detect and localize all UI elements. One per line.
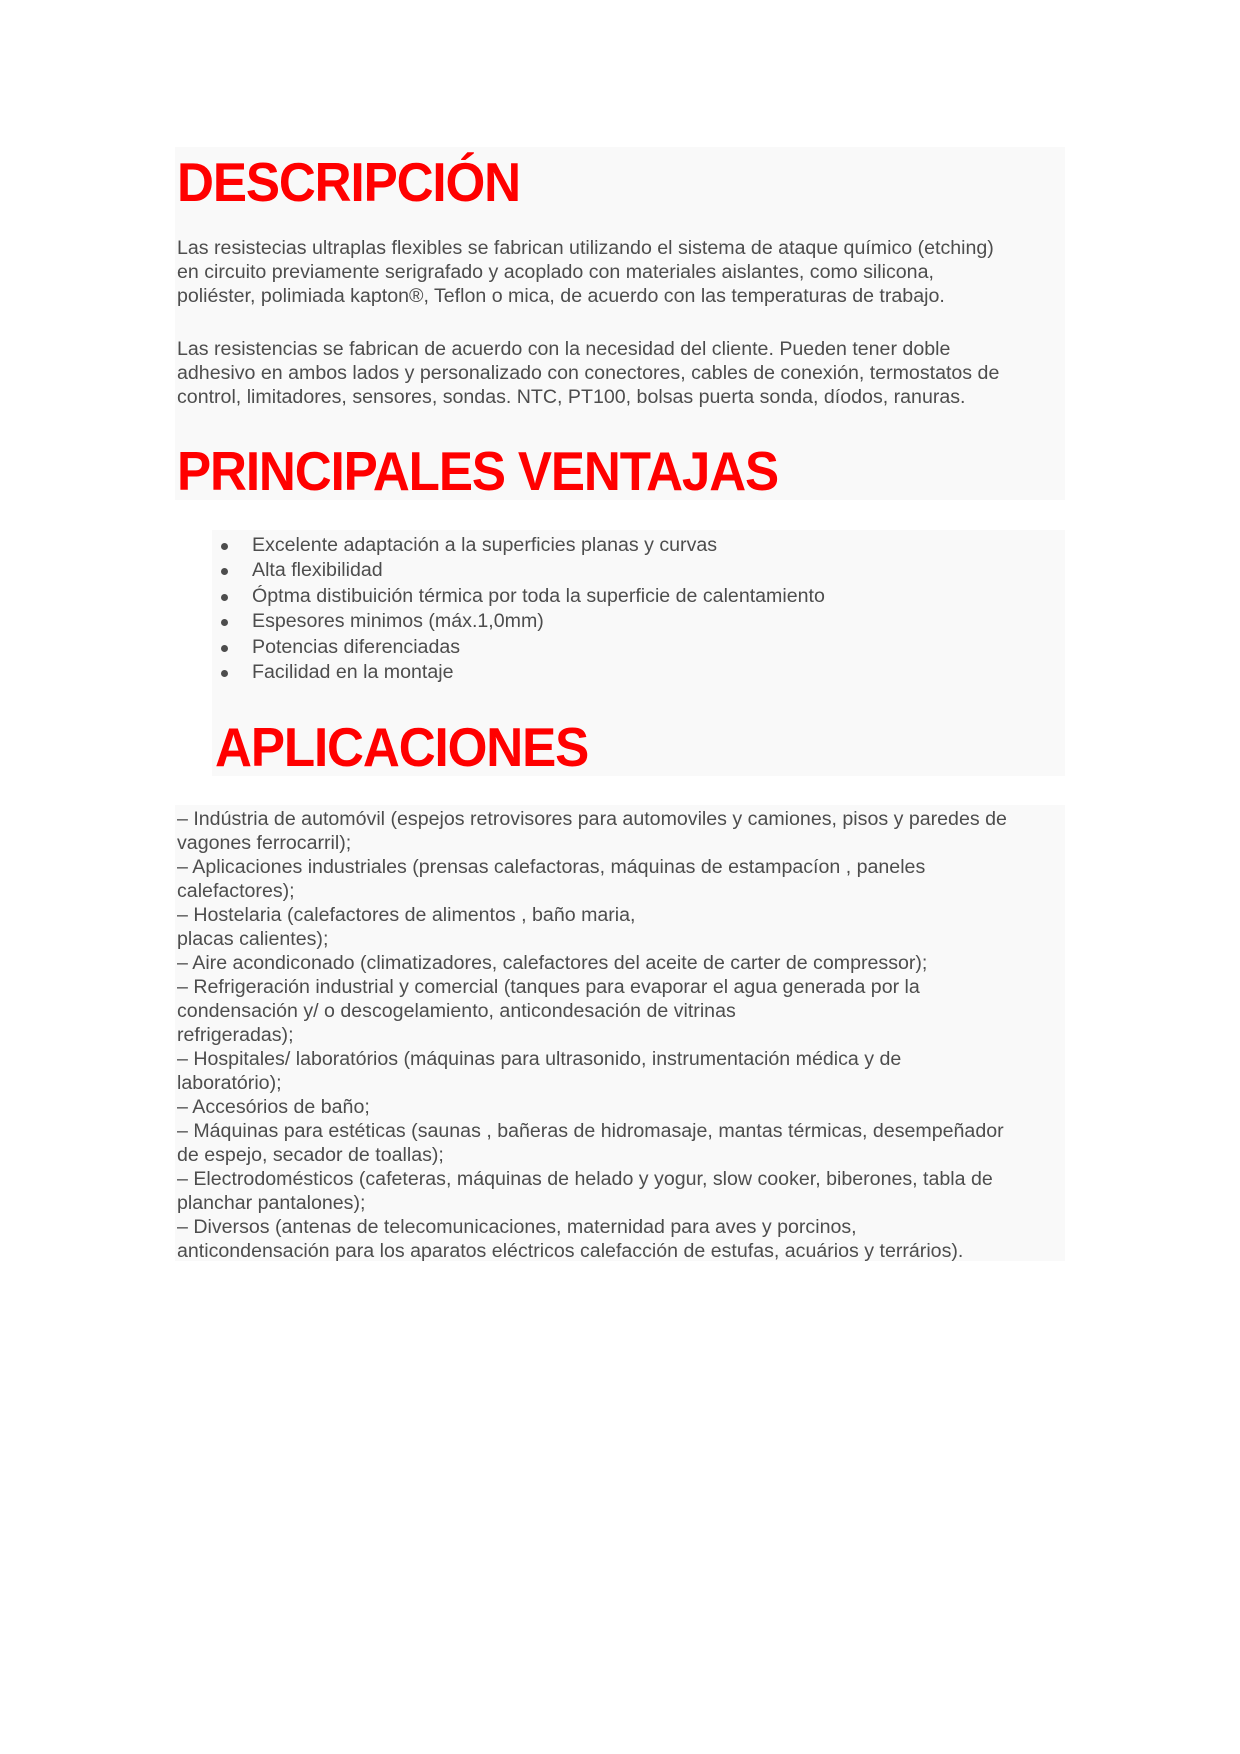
descripcion-heading: DESCRIPCIÓN [177,151,520,213]
text-line: placas calientes); [177,928,329,950]
text-line: – Máquinas para estéticas (saunas , bañeras de hidromasaje, mantas térmicas, desempeñador [177,1120,1004,1142]
text-line: – Hospitales/ laboratórios (máquinas para ultrasonido, instrumentación médica y de [177,1048,902,1070]
text-line: anticondensación para los aparatos eléctricos calefacción de estufas, acuários y terrários). [177,1240,964,1262]
text-line: control, limitadores, sensores, sondas. NTC, PT100, bolsas puerta sonda, díodos, ranuras. [177,386,966,408]
list-item [212,558,825,583]
text-line: laboratório); [177,1072,282,1094]
text-line: calefactores); [177,880,295,902]
aplicaciones-heading: APLICACIONES [215,716,589,778]
list-item [212,584,825,609]
ventajas-heading: PRINCIPALES VENTAJAS [177,440,779,502]
list-item-label: Potencias diferenciadas [252,635,461,658]
bullet-icon [221,594,228,601]
ventajas-list [212,533,825,685]
list-item [212,533,825,558]
list-item-label: Espesores minimos (máx.1,0mm) [252,610,544,633]
text-line: Las resistecias ultraplas flexibles se fabrican utilizando el sistema de ataque químico (etching) [177,237,994,259]
text-line: poliéster, polimiada kapton®, Teflon o mica, de acuerdo con las temperaturas de trabajo. [177,285,945,307]
list-item [212,609,825,634]
text-line: – Hostelaria (calefactores de alimentos , baño maria, [177,904,636,926]
descripcion-paragraph-1 [177,236,994,308]
bullet-icon [221,568,228,575]
bullet-icon [221,645,228,652]
text-line: – Aire acondiconado (climatizadores, calefactores del aceite de carter de compressor); [177,952,928,974]
text-line: – Diversos (antenas de telecomunicaciones, maternidad para aves y porcinos, [177,1216,857,1238]
list-item-label: Excelente adaptación a la superficies planas y curvas [252,534,718,556]
text-line: vagones ferrocarril); [177,832,352,854]
bullet-icon [221,619,228,626]
text-line: – Refrigeración industrial y comercial (tanques para evaporar el agua generada por la [177,976,920,998]
text-line: – Electrodomésticos (cafeteras, máquinas de helado y yogur, slow cooker, biberones, tabla de [177,1168,993,1190]
text-line: – Accesórios de baño; [177,1096,370,1118]
descripcion-paragraph-2 [177,337,999,409]
list-item-label: Alta flexibilidad [252,559,383,582]
list-item [212,635,825,660]
text-line: refrigeradas); [177,1024,294,1046]
text-line: planchar pantalones); [177,1192,366,1214]
bullet-icon [221,670,228,677]
text-line: condensación y/ o descogelamiento, anticondesación de vitrinas [177,1000,736,1022]
text-line: – Indústria de automóvil (espejos retrovisores para automoviles y camiones, pisos y paredes de [177,808,1007,830]
list-item-label: Óptma distibuición térmica por toda la superficie de calentamiento [252,584,825,607]
list-item-label: Facilidad en la montaje [252,661,454,684]
bullet-icon [221,543,228,550]
text-line: adhesivo en ambos lados y personalizado con conectores, cables de conexión, termostatos de [177,362,1000,384]
aplicaciones-text [177,807,1007,1263]
text-line: en circuito previamente serigrafado y acoplado con materiales aislantes, como silicona, [177,261,934,283]
list-item [212,660,825,685]
text-line: – Aplicaciones industriales (prensas calefactoras, máquinas de estampacíon , paneles [177,856,926,878]
text-line: Las resistencias se fabrican de acuerdo con la necesidad del cliente. Pueden tener doble [177,338,951,360]
text-line: de espejo, secador de toallas); [177,1144,444,1166]
